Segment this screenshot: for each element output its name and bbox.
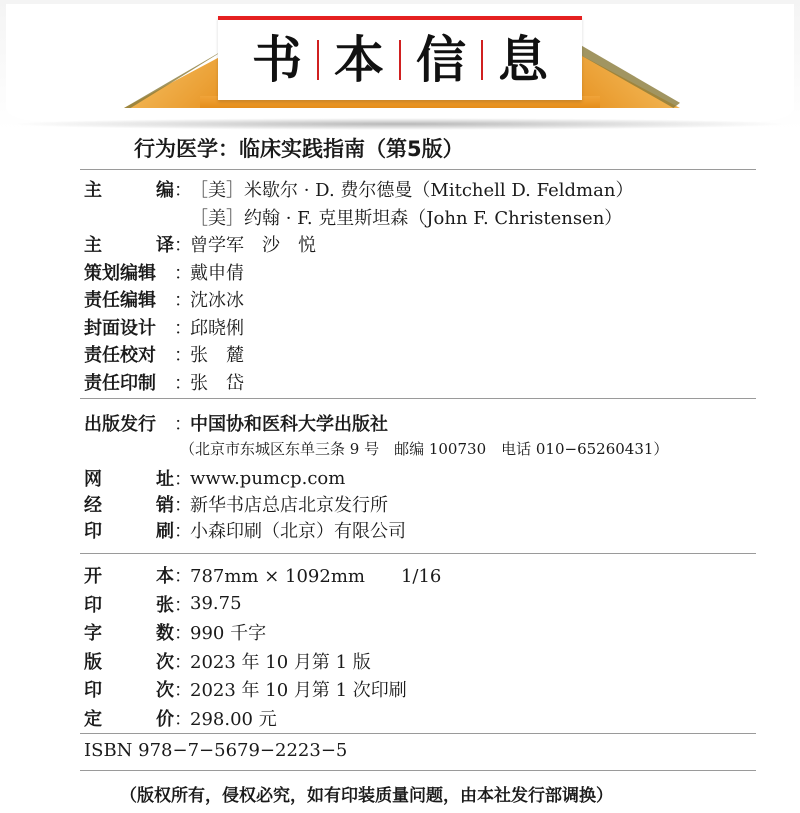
colon: ： bbox=[174, 521, 192, 542]
divider bbox=[80, 553, 756, 554]
specs-label bbox=[84, 619, 174, 645]
label-part: 主 bbox=[84, 180, 102, 201]
label-part: 价 bbox=[156, 708, 174, 730]
label-part: 译 bbox=[156, 235, 174, 256]
distribution-value: 小森印刷（北京）有限公司 bbox=[190, 521, 406, 542]
label-part: 印 bbox=[84, 594, 102, 616]
distribution-label bbox=[84, 491, 174, 517]
publisher-row bbox=[84, 410, 388, 436]
specs-value: 2023 年 10 月第 1 版 bbox=[190, 651, 371, 673]
specs-row bbox=[84, 619, 266, 645]
label-part: 印 bbox=[84, 680, 102, 701]
label-part: 开 bbox=[84, 566, 102, 587]
banner-char: 书 bbox=[252, 31, 302, 89]
label-part: 策划编辑 bbox=[84, 262, 156, 284]
publisher-name: 中国协和医科大学出版社 bbox=[190, 414, 388, 435]
colon: ： bbox=[174, 414, 192, 435]
label-part: 本 bbox=[156, 566, 174, 587]
specs-row bbox=[84, 591, 242, 617]
banner-char: 信 bbox=[416, 31, 466, 89]
colon: ： bbox=[174, 372, 192, 394]
label-part: 封面设计 bbox=[84, 317, 156, 339]
label-part: 销 bbox=[156, 495, 174, 516]
divider bbox=[80, 733, 756, 734]
label-part: 印 bbox=[84, 521, 102, 542]
banner-char: 本 bbox=[334, 31, 384, 89]
label-part: 主 bbox=[84, 235, 102, 256]
colon: ： bbox=[174, 651, 192, 673]
divider bbox=[80, 398, 756, 399]
specs-value: 2023 年 10 月第 1 次印刷 bbox=[190, 680, 407, 701]
credits-row bbox=[84, 259, 244, 285]
specs-value: 298.00 元 bbox=[190, 708, 277, 730]
label-part: 字 bbox=[84, 623, 102, 644]
specs-row bbox=[84, 676, 407, 702]
credits-value: 邱晓俐 bbox=[190, 317, 244, 339]
credits-label bbox=[84, 369, 174, 395]
specs-value: 39.75 bbox=[190, 593, 242, 614]
isbn: ISBN 978−7−5679−2223−5 bbox=[84, 740, 348, 761]
credits-value: ［美］米歇尔 · D. 费尔德曼（Mitchell D. Feldman） bbox=[190, 180, 634, 201]
distribution-label bbox=[84, 517, 174, 543]
colon: ： bbox=[174, 290, 192, 311]
divider bbox=[80, 770, 756, 771]
distribution-label bbox=[84, 465, 174, 491]
specs-label bbox=[84, 562, 174, 588]
banner-shadow bbox=[6, 118, 794, 130]
colon: ： bbox=[174, 262, 192, 284]
colon: ： bbox=[174, 566, 192, 587]
distribution-row bbox=[84, 517, 406, 543]
colon: ： bbox=[174, 623, 192, 644]
colon: ： bbox=[174, 317, 192, 339]
colon: ： bbox=[174, 180, 192, 201]
colon: ： bbox=[174, 469, 192, 490]
colon: ： bbox=[174, 708, 192, 730]
credits-value: ［美］约翰 · F. 克里斯坦森（John F. Christensen） bbox=[190, 207, 623, 229]
colon: ： bbox=[174, 345, 192, 366]
credits-label bbox=[84, 314, 174, 340]
credits-row bbox=[84, 341, 244, 367]
label-part: 次 bbox=[156, 651, 174, 673]
divider bbox=[80, 169, 756, 170]
credits-row bbox=[84, 369, 244, 395]
copyright-notice: （版权所有，侵权必究，如有印装质量问题，由本社发行部调换） bbox=[120, 786, 613, 806]
publisher-address: （北京市东城区东单三条 9 号 邮编 100730 电话 010−65260431） bbox=[180, 440, 669, 458]
colon: ： bbox=[174, 594, 192, 616]
label-part: 责任校对 bbox=[84, 345, 156, 366]
specs-row bbox=[84, 562, 441, 588]
credits-label bbox=[84, 259, 174, 285]
credits-value: 张 麓 bbox=[190, 345, 244, 366]
specs-value: 990 千字 bbox=[190, 623, 267, 644]
specs-label bbox=[84, 591, 174, 617]
colon: ： bbox=[174, 235, 192, 256]
credits-row bbox=[84, 231, 316, 257]
label-part: 网 bbox=[84, 469, 102, 490]
credits-label bbox=[84, 286, 174, 312]
credits-row bbox=[84, 314, 244, 340]
specs-row bbox=[84, 705, 277, 731]
header-banner bbox=[0, 0, 800, 130]
publisher-label: 出版发行 bbox=[84, 414, 156, 435]
specs-label bbox=[84, 705, 174, 731]
label-part: 版 bbox=[84, 651, 102, 673]
credits-row bbox=[84, 204, 622, 230]
banner-char: 息 bbox=[498, 31, 548, 89]
credits-label bbox=[84, 176, 174, 202]
colon: ： bbox=[174, 680, 192, 701]
credits-label bbox=[84, 341, 174, 367]
label-part: 数 bbox=[156, 623, 174, 644]
label-part: 张 bbox=[156, 594, 174, 616]
specs-value: 787mm × 1092mm 1/16 bbox=[190, 566, 442, 587]
label-part: 址 bbox=[156, 469, 174, 490]
credits-label bbox=[84, 231, 174, 257]
specs-label bbox=[84, 676, 174, 702]
label-part: 编 bbox=[156, 180, 174, 201]
label-part: 刷 bbox=[156, 521, 174, 542]
label-part: 经 bbox=[84, 495, 102, 516]
banner-title bbox=[218, 16, 582, 100]
distribution-value: 新华书店总店北京发行所 bbox=[190, 495, 388, 516]
label-part: 定 bbox=[84, 708, 102, 730]
colon: ： bbox=[174, 495, 192, 516]
credits-value: 张 岱 bbox=[190, 372, 244, 394]
distribution-row bbox=[84, 465, 345, 491]
credits-value: 戴申倩 bbox=[190, 262, 244, 284]
credits-row bbox=[84, 176, 633, 202]
credits-value: 沈冰冰 bbox=[190, 290, 244, 311]
specs-row bbox=[84, 648, 371, 674]
credits-row bbox=[84, 286, 244, 312]
credits-value: 曾学军 沙 悦 bbox=[190, 235, 316, 256]
label-part: 责任编辑 bbox=[84, 290, 156, 311]
distribution-row bbox=[84, 491, 388, 517]
book-title: 行为医学：临床实践指南（第5版） bbox=[134, 137, 464, 161]
distribution-value: www.pumcp.com bbox=[190, 467, 346, 489]
specs-label bbox=[84, 648, 174, 674]
label-part: 责任印制 bbox=[84, 372, 156, 394]
label-part: 次 bbox=[156, 680, 174, 701]
